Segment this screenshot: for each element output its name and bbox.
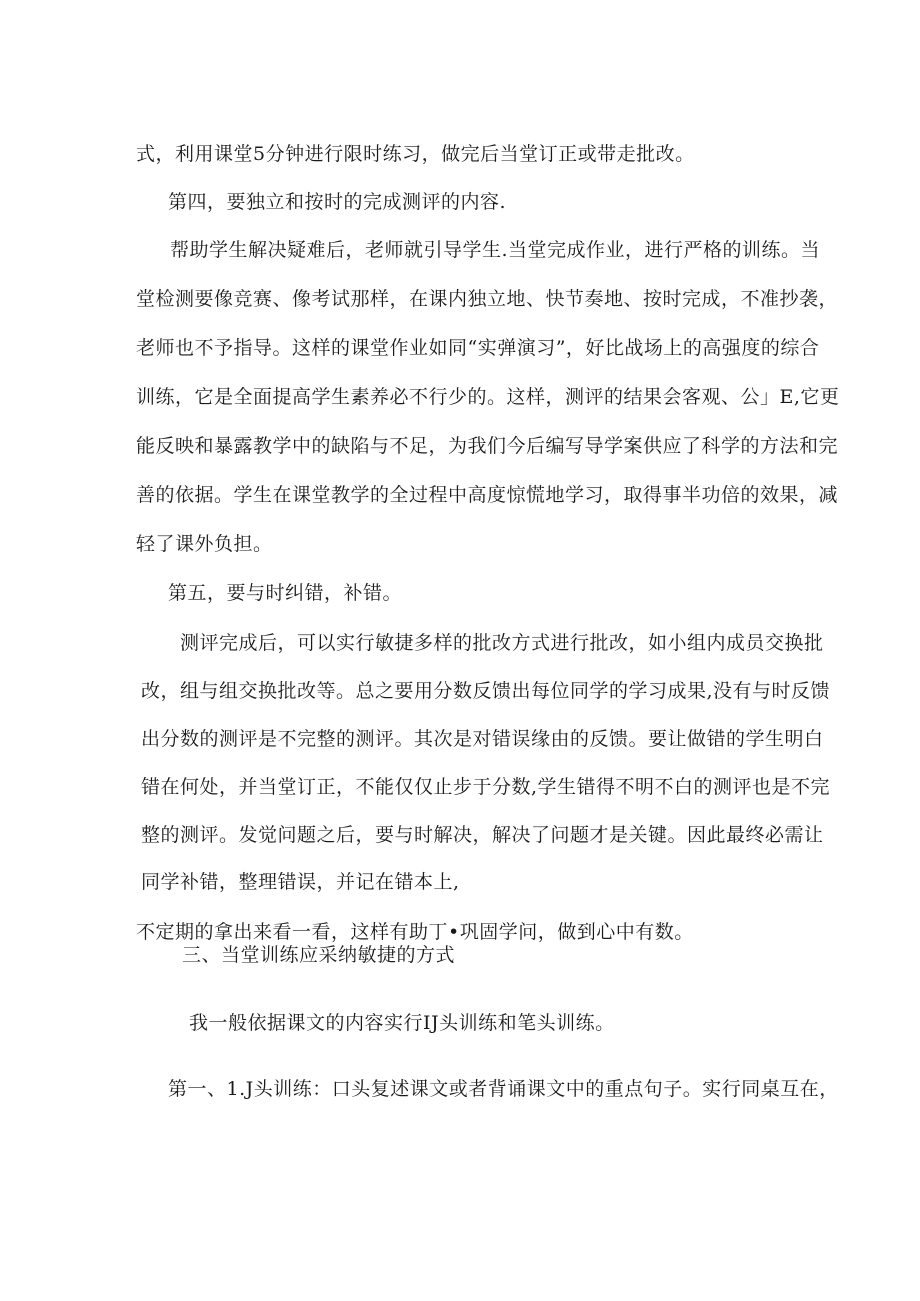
paragraph-line: 老师也不予指导。这样的课堂作业如同“实弹演习”，好比战场上的高强度的综合 (136, 337, 820, 359)
paragraph-line: 不定期的拿出来看一看，这样有助丁•巩固学问，做到心中有数。 (136, 921, 694, 943)
paragraph-line: 式，利用课堂5分钟进行限时练习，做完后当堂订正或带走批改。 (136, 143, 695, 165)
paragraph-line: 我一般依据课文的内容实行IJ头训练和笔头训练。 (189, 1012, 615, 1034)
section-heading-fifth: 第五，要与时纠错，补错。 (168, 582, 403, 604)
paragraph-line: 帮助学生解决疑难后，老师就引导学生.当堂完成作业，进行严格的训练。当 (170, 239, 821, 261)
section-heading-fourth: 第四，要独立和按时的完成测评的内容. (168, 191, 507, 213)
paragraph-line: 第一、1.J头训练：口头复述课文或者背诵课文中的重点句子。实行同桌互在， (168, 1078, 839, 1100)
paragraph-line: 善的依据。学生在课堂教学的全过程中高度惊慌地学习，取得事半功倍的效果，减 (136, 484, 839, 506)
paragraph-line: 整的测评。发觉问题之后，要与时解决，解决了问题才是关键。因此最终必需让 (141, 824, 824, 846)
paragraph-line: 能反映和暴露教学中的缺陷与不足，为我们今后编写导学案供应了科学的方法和完 (136, 435, 839, 457)
paragraph-line: 出分数的测评是不完整的测评。其次是对错误缘由的反馈。要让做错的学生明白 (141, 728, 824, 750)
paragraph-line: 错在何处，并当堂订正，不能仅仅止步于分数,学生错得不明不白的测评也是不完 (141, 776, 831, 798)
paragraph-line: 同学补错，整理错误，并记在错本上, (141, 871, 460, 893)
paragraph-line: 轻了课外负担。 (136, 533, 273, 555)
paragraph-line: 改，组与组交换批改等。总之要用分数反馈出每位同学的学习成果,没有与时反馈 (141, 680, 831, 702)
paragraph-line: 堂检测要像竞赛、像考试那样，在课内独立地、快节奏地、按时完成，不准抄袭， (136, 288, 839, 310)
section-heading-three: 三、当堂训练应采纳敏捷的方式 (182, 944, 456, 966)
paragraph-line: 训练，它是全面提高学生素养必不行少的。这样，测评的结果会客观、公」E,它更 (136, 386, 840, 408)
paragraph-line: 测评完成后，可以实行敏捷多样的批改方式进行批改，如小组内成员交换批 (180, 632, 824, 654)
